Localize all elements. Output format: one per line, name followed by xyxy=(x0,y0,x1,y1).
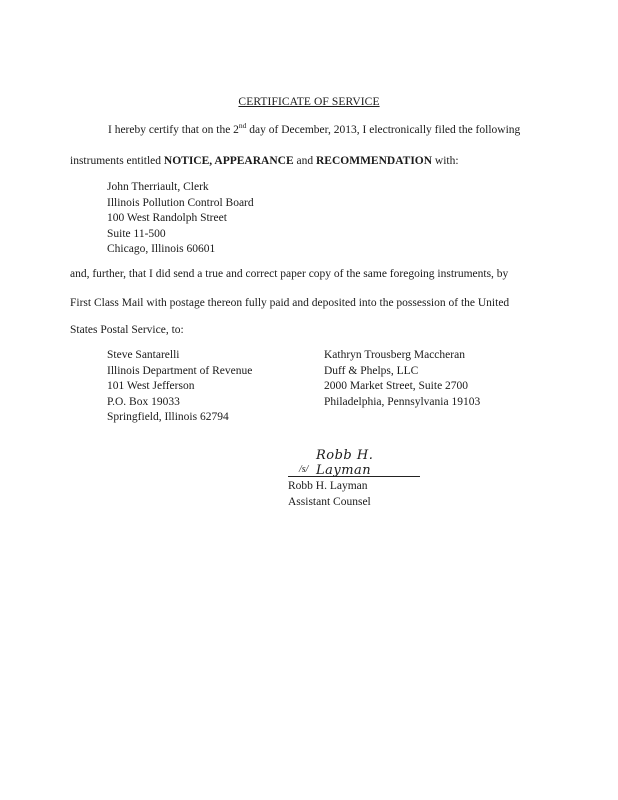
recipient-address-1 xyxy=(107,348,252,426)
certify-text-end: day of December, 2013, I electronically filed the following xyxy=(246,124,521,136)
recipient-1-city: Springfield, Illinois 62794 xyxy=(107,411,229,423)
handwritten-signature: Robb H. Layman xyxy=(316,448,374,478)
service-statement-line3: States Postal Service, to: xyxy=(70,324,184,336)
signer-name: Robb H. Layman xyxy=(288,480,368,492)
document-title: CERTIFICATE OF SERVICE xyxy=(238,96,380,108)
instruments-prefix: instruments entitled xyxy=(70,155,164,167)
clerk-organization: Illinois Pollution Control Board xyxy=(107,196,254,209)
recipient-1-organization: Illinois Department of Revenue xyxy=(107,364,253,377)
ordinal-suffix: nd xyxy=(238,121,247,131)
signer-title: Assistant Counsel xyxy=(288,495,371,508)
recipient-2-street: 2000 Market Street, Suite 2700 xyxy=(324,380,469,392)
recipient-1-pobox: P.O. Box 19033 xyxy=(107,395,180,408)
recipient-2-organization: Duff & Phelps, LLC xyxy=(324,364,419,377)
signer-info xyxy=(288,479,428,510)
recipient-1-name: Steve Santarelli xyxy=(107,349,180,361)
clerk-name: John Therriault, Clerk xyxy=(107,181,209,193)
instruments-suffix: with: xyxy=(432,155,459,167)
recipient-2-city: Philadelphia, Pennsylvania 19103 xyxy=(324,395,481,408)
service-statement-line1: and, further, that I did send a true and correct paper copy of the same foregoing instruments, by xyxy=(70,268,509,280)
instrument-names-2: RECOMMENDATION xyxy=(315,155,433,167)
signature-prefix: /s/ xyxy=(299,464,309,475)
certify-text-start: I hereby certify that on the 2 xyxy=(108,124,239,136)
clerk-street: 100 West Randolph Street xyxy=(107,212,227,224)
clerk-address-block xyxy=(107,180,254,258)
signature-block xyxy=(288,448,428,510)
instruments-statement xyxy=(70,155,459,167)
recipient-2-name: Kathryn Trousberg Maccheran xyxy=(324,349,465,361)
clerk-suite: Suite 11-500 xyxy=(107,227,166,240)
instruments-and: and xyxy=(293,155,316,167)
recipient-1-street: 101 West Jefferson xyxy=(107,380,195,392)
signature-line xyxy=(288,448,420,478)
recipient-address-2 xyxy=(324,348,480,410)
clerk-city: Chicago, Illinois 60601 xyxy=(107,243,216,255)
certify-statement xyxy=(108,121,521,136)
instrument-names-1: NOTICE, APPEARANCE xyxy=(163,155,294,167)
service-statement-line2: First Class Mail with postage thereon fully paid and deposited into the possession of the United xyxy=(70,297,510,309)
